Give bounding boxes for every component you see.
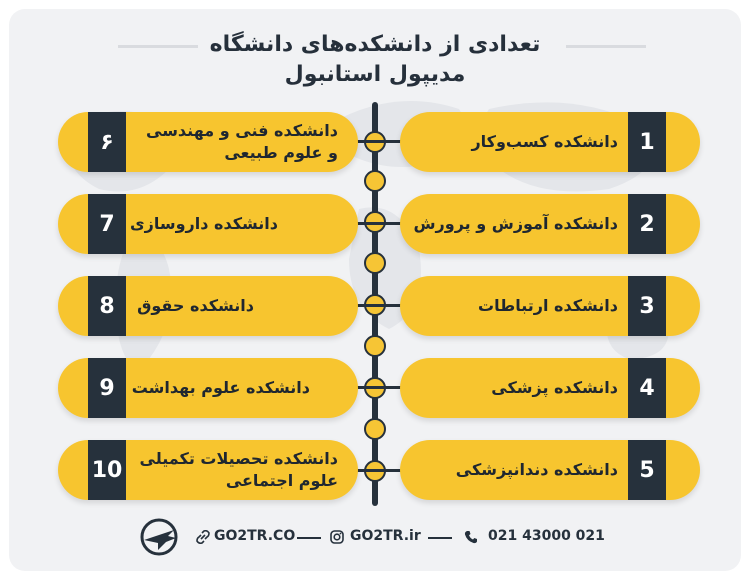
website-link[interactable]: GO2TR.CO [214,528,296,544]
phone-icon [464,530,478,544]
faculty-number: 2 [628,194,666,254]
connector [355,304,401,307]
timeline-dot [364,418,386,440]
faculty-label-line2: و علوم طبیعی [224,143,338,162]
faculty-number: 7 [88,194,126,254]
faculty-item-2 [400,194,700,254]
faculty-number: ۶ [88,112,126,172]
faculty-item-1 [400,112,700,172]
faculty-number: 4 [628,358,666,418]
link-icon [196,530,210,544]
connector [355,469,401,472]
faculty-label: دانشکده کسب‌وکار [471,132,618,151]
faculty-number: 3 [628,276,666,336]
footer-divider [297,537,321,539]
faculty-item-8 [58,276,358,336]
connector [355,222,401,225]
faculty-item-9 [58,358,358,418]
footer [0,510,750,560]
faculty-label: دانشکده آموزش و پرورش [413,214,618,233]
page-title-line2: مدیپول استانبول [284,62,466,87]
faculty-item-6 [58,112,358,172]
connector [355,140,401,143]
faculty-label: دانشکده دندانپزشکی [455,460,618,479]
faculty-label: دانشکده ارتباطات [478,296,618,315]
faculty-label: دانشکده حقوق [137,296,254,315]
timeline-dot [364,335,386,357]
faculty-label [146,112,338,172]
faculty-label-line1: دانشکده تحصیلات تکمیلی [139,449,338,468]
connector [355,386,401,389]
faculty-item-10 [58,440,358,500]
faculty-item-5 [400,440,700,500]
faculty-label [140,440,338,500]
faculty-label-line1: دانشکده فنی و مهندسی [146,121,338,140]
faculty-item-7 [58,194,358,254]
instagram-handle[interactable]: GO2TR.ir [350,528,421,544]
faculty-label: دانشکده علوم بهداشت [131,378,310,397]
faculty-number: 5 [628,440,666,500]
faculty-number: 9 [88,358,126,418]
faculty-label: دانشکده داروسازی [129,214,278,233]
page-title-line1: تعدادی از دانشکده‌های دانشگاه [209,32,541,57]
go2tr-plane-logo-icon [138,516,180,558]
faculty-item-4 [400,358,700,418]
timeline-dot [364,252,386,274]
faculty-number: 1 [628,112,666,172]
faculty-label-line2: علوم اجتماعی [225,471,338,490]
faculty-label: دانشکده پزشکی [491,378,618,397]
faculty-number: 10 [88,440,126,500]
footer-divider [428,537,452,539]
timeline-dot [364,170,386,192]
faculty-number: 8 [88,276,126,336]
phone-number[interactable]: 021 43000 021 [488,528,605,544]
faculty-item-3 [400,276,700,336]
instagram-icon [330,530,344,544]
